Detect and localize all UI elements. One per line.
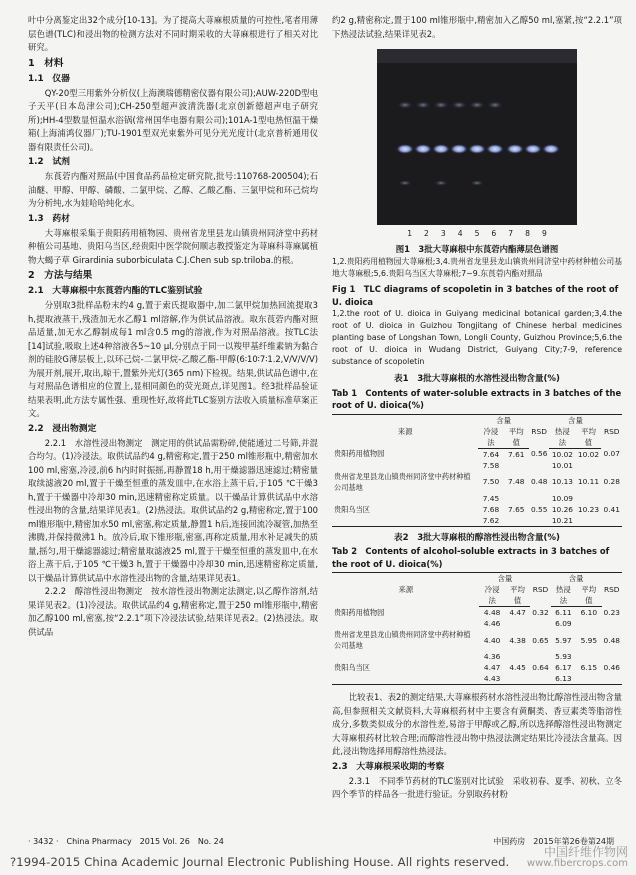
tlc-heading: 2.1 大荨麻根中东莨菪内酯的TLC鉴别试验 [28, 286, 203, 296]
water-extract-paragraph: 2.2.1 水溶性浸出物测定 测定用的供试品需粉碎,使能通过二号筛,并混合均匀。(1)冷浸法。取供试品约4 g,精密称定,置于250 ml锥形瓶中,精密加水100 ml,密塞,冷浸,前6 h内时时振摇,再静置18 h,用干燥滤器迅速滤过;精密量取续滤液20 ml,置于干燥至恒重的蒸发皿中,在水浴上蒸干后,于105 ℃干燥3 h,置于干燥器中冷却30 min,迅速精密称定质量。以干燥品计算供试品中水溶性浸出物的含量,结果详见表1。(2)热浸法。取供试品约2 g,精密称定,置于100 ml锥形瓶中,精密加水50 ml,密塞,称定质量,静置1 h后,连接回流冷凝管,加热至沸腾,并保持微沸1 h。放冷后,取下锥形瓶,密塞,再称定质量,用水补足减失的质量,摇匀,用干燥滤器滤过;精密量取滤液25 ml,置于干燥至恒重的蒸发皿中,在水浴上蒸干后,于105 ℃干燥3 h,置于干燥器中冷却30 min,迅速精密称定质量,以干燥品计算供试品中水溶性浸出物的含量,结果详见表1。 [28, 437, 318, 583]
copyright-line: ?1994-2015 China Academic Journal Electronic Publishing House. All rights reserved. [10, 855, 510, 869]
col-avg: 平均值 [504, 426, 529, 449]
table-row: 贵阳药用植物园 4.48 4.47 0.32 6.11 6.10 0.23 [334, 607, 620, 617]
herbs-heading: 1.3 药材 [28, 213, 70, 224]
alcohol-extract-paragraph: 2.2.2 醇溶性浸出物测定 按水溶性浸出物测定法测定,以乙醇作溶剂,结果详见表2。(1)冷浸法。取供试品约4 g,精密称定,置于250 ml锥形瓶中,精密加乙醇100 ml,密塞,按“2.2.1”项下冷浸法试验,结果详见表2。(2)热浸法。取供试品 [28, 586, 318, 637]
harvest-heading: 2.3 大荨麻根采收期的考察 [332, 761, 445, 772]
col-avg: 平均值 [575, 426, 601, 449]
col-rsd: RSD [602, 573, 623, 607]
figure-caption-en: Fig 1 TLC diagrams of scopoletin in 3 batches of the root of U. dioica [332, 284, 619, 307]
col-avg: 平均值 [505, 584, 530, 607]
right-column [332, 14, 622, 802]
lane-label: 6 [491, 229, 497, 238]
col-content: 含量 [549, 414, 601, 426]
tlc-plate-image [377, 49, 577, 225]
footer-right: 中国药房 2015年第26卷第24期 [493, 837, 614, 846]
watermark-url: www.fibercrops.com [526, 858, 628, 869]
col-rsd: RSD [529, 414, 549, 448]
col-content: 含量 [551, 573, 602, 585]
section-materials-heading: 1 材料 [28, 57, 64, 69]
table-row: 7.58 10.01 [482, 460, 574, 470]
reagents-heading: 1.2 试剂 [28, 157, 70, 167]
tlc-lane-labels [332, 227, 622, 241]
col-content: 含量 [479, 573, 530, 585]
table-row: 贵州省龙里县龙山镇贵州同济堂中药材种植公司基地 7.50 7.48 0.48 10.13 10.11 0.28 [334, 471, 620, 492]
table-row: 4.36 5.93 [483, 652, 572, 661]
section-methods-heading: 2 方法与结果 [28, 270, 93, 281]
table1 [332, 414, 622, 527]
lane-label: 1 [407, 229, 413, 238]
col-cold: 冷浸法 [479, 584, 504, 607]
table-row: 4.46 6.09 [483, 619, 572, 628]
watermark-cn: 中国纤维作物网 [543, 845, 628, 859]
instruments-heading: 1.1 仪器 [28, 73, 70, 84]
col-content: 含量 [478, 414, 529, 426]
left-column [28, 14, 318, 639]
col-source: 来源 [332, 573, 479, 607]
table-row: 贵阳乌当区 4.47 4.45 0.64 6.17 6.15 0.46 [334, 663, 620, 672]
lane-label: 7 [508, 229, 514, 238]
harvest-paragraph: 2.3.1 不同季节药材的TLC鉴别对比试验 采收初春、夏季、初秋、立冬四个季节的样品各一批进行验证。分别取药材粉 [332, 775, 622, 799]
col-rsd: RSD [530, 573, 550, 607]
lane-label: 2 [424, 229, 429, 238]
extract-heading: 2.2 浸出物测定 [28, 423, 97, 434]
lane-label: 4 [457, 229, 463, 238]
col-source: 来源 [332, 414, 478, 448]
lane-label: 3 [440, 229, 446, 238]
col-rsd: RSD [601, 414, 622, 448]
table2-caption-cn: 表2 3批大荨麻根的醇溶性浸出物含量(%) [394, 532, 560, 543]
instruments-paragraph: QY-20型三用紫外分析仪(上海澳瑞德精密仪器有限公司);AUW-220D型电子天平(日本岛津公司);CH-250型超声波清洗器(北京创新德超声电子研究所);HH-4型数显恒温水浴锅(常州国华电器有限公司);101A-1型电热恒温干燥箱(上海浦鸿仪器厂);TU-1901型双光束紫外可见分光光度计(北京普析通用仪器有限责任公司)。 [28, 87, 318, 152]
comparison-paragraph: 比较表1、表2的测定结果,大荨麻根药材水溶性浸出物比醇溶性浸出物含量高,但参照相关文献资料,大荨麻根药材中主要含有黄酮类、香豆素类等脂溶性成分,多数类似成分的水溶性差,易溶于甲醇或乙醇,所以选择醇溶性浸出物测定大荨麻根药材比较合理;而醇溶性浸出物中热浸法测定结果比冷浸法含量高。因此,浸出物选择用醇溶性热浸法。 [332, 692, 622, 756]
table1-caption-en: Tab 1 Contents of water-soluble extracts in 3 batches of the root of U. dioica(%) [332, 387, 622, 410]
lane-label: 9 [541, 229, 547, 238]
tlc-paragraph: 分别取3批样品粉末约4 g,置于索氏提取器中,加二氯甲烷加热回流提取3 h,提取液蒸干,残渣加无水乙醇1 ml溶解,作为供试品溶液。取东莨菪内酯对照品适量,加无水乙醇制成每1 ml含0.5 mg的溶液,作为对照品溶液。按TLC法[14]试验,吸取上述4种溶液各5~10 μl,分别点于同一以羧甲基纤维素钠为黏合剂的硅胶G薄层板上,以环己烷-二氯甲烷-乙酸乙酯-甲醇(6∶10∶7∶1.2,V/V/V/V)为展开剂,展开,取出,晾干,置紫外光灯(365 nm)下检视。结果,供试品色谱中,在与对照品色谱相应的位置上,显相同颜色的荧光斑点,详见图1。经3批样品验证结果表明,此方法专属性强、重现性好,故将此TLC鉴别方法收入质量标准草案正文。 [28, 300, 318, 418]
figure-note-en: 1,2.the root of U. dioica in Guiyang medicinal botanical garden;3,4.the root of U. dioica in Guizhou Tongjitang of Chinese herbal medicines planting base of Longshan Town, Longli County, Guizhou Province;5,6.the root of U. dioica in Wudang District, Guiyang City;7-9, reference substance of scopoletin [332, 309, 622, 366]
intro-paragraph: 叶中分离鉴定出32个成分[10-13]。为了提高大荨麻根质量的可控性,笔者用薄层色谱(TLC)和浸出物的检测方法对不同时期采收的大荨麻根进行了相关对比研究。 [28, 15, 318, 52]
table-row: 4.43 6.13 [332, 673, 622, 685]
continued-paragraph: 约2 g,精密称定,置于100 ml锥形瓶中,精密加入乙醇50 ml,塞紧,按“2.2.1”项下热浸法试验,结果详见表2。 [332, 15, 622, 39]
reagents-paragraph: 东莨菪内酯对照品(中国食品药品检定研究院,批号:110768-200504);石油醚、甲醇、甲醇、磷酸、二氯甲烷、乙醇、乙酸乙酯、三氯甲烷和环己烷均为分析纯,水为娃哈哈纯化水。 [28, 171, 318, 208]
lane-label: 5 [474, 229, 480, 238]
lane-label: 8 [525, 229, 530, 238]
table-row: 7.45 10.09 [482, 493, 574, 503]
table-row: 贵阳乌当区 7.68 7.65 0.55 10.26 10.23 0.41 [334, 504, 620, 514]
table-row: 贵阳药用植物园 7.64 7.61 0.56 10.02 10.02 0.07 [334, 449, 620, 459]
col-hot: 热浸法 [549, 426, 575, 449]
col-avg: 平均值 [576, 584, 601, 607]
figure-caption-cn: 图1 3批大荨麻根中东莨菪内酯薄层色谱图 [395, 243, 559, 254]
herbs-paragraph: 大荨麻根采集于贵阳药用植物园、贵州省龙里县龙山镇贵州同济堂中药材种植公司基地、贵阳乌当区,经贵阳中医学院何顺志教授鉴定为荨麻科荨麻属植物大蝎子草 Girardinia suborbiculata C.J.Chen sub sp.triloba.的根。 [28, 227, 318, 265]
table2 [332, 572, 622, 685]
table-row: 7.62 10.21 [332, 515, 622, 527]
footer-left: · 3432 · China Pharmacy 2015 Vol. 26 No. 24 [28, 837, 224, 846]
figure-note-cn: 1,2.贵阳药用植物园大荨麻根;3,4.贵州省龙里县龙山镇贵州同济堂中药材种植公司基地大荨麻根;5,6.贵阳乌当区大荨麻根;7~9.东莨菪内酯对照品 [332, 257, 622, 278]
table2-caption-en: Tab 2 Contents of alcohol-soluble extracts in 3 batches of the root of U. dioica(%) [332, 546, 610, 569]
table1-caption-cn: 表1 3批大荨麻根的水溶性浸出物含量(%) [394, 374, 560, 384]
tlc-plate-graphic [377, 49, 577, 225]
col-cold: 冷浸法 [478, 426, 503, 449]
col-hot: 热浸法 [551, 584, 576, 607]
table-row: 贵州省龙里县龙山镇贵州同济堂中药材种植公司基地 4.40 4.38 0.65 5.97 5.95 0.48 [334, 630, 620, 650]
